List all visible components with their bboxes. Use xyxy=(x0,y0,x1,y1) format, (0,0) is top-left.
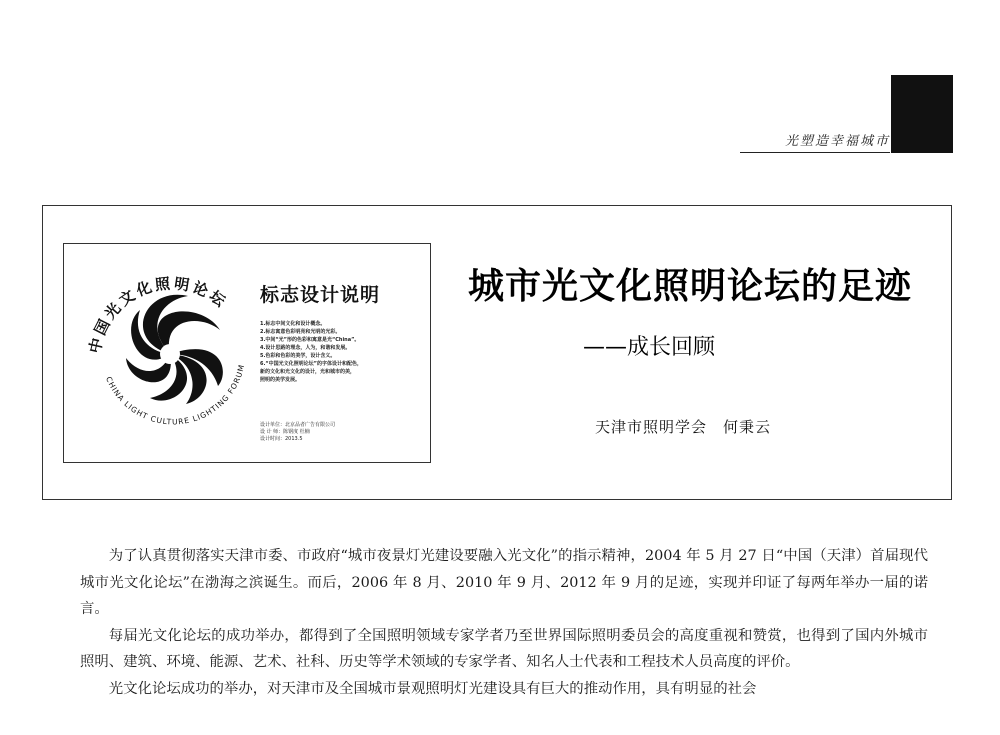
article-author: 天津市照明学会 何秉云 xyxy=(595,418,772,436)
body-paragraph: 光文化论坛成功的举办，对天津市及全国城市景观照明灯光建设具有巨大的推动作用，具有明显的社会 xyxy=(108,680,757,697)
logo-ring-text: 中国光文化照明论坛 xyxy=(85,274,232,355)
logo-credits xyxy=(260,422,420,443)
article-body xyxy=(80,543,928,702)
running-head: 光塑造幸福城市 xyxy=(740,132,890,153)
logo-description-title: 标志设计说明 xyxy=(260,284,381,306)
logo-credit-line: 设 计 师：陈钢度 杜楠 xyxy=(260,429,310,435)
body-paragraph: 每届光文化论坛的成功举办，都得到了全国照明领域专家学者乃至世界国际照明委员会的高度重视和赞赏，也得到了国内外城市照明、建筑、环境、能源、艺术、社科、历史等学术领域的专家学者、知名人士代表和工程技术人员高度的评价。 xyxy=(80,627,928,670)
logo-line: 3.中间“光”形的色彩和寓意是光“China”。 xyxy=(260,337,360,343)
article-subtitle: ——成长回顾 xyxy=(583,335,716,360)
article-header-box xyxy=(42,205,952,500)
logo-line: 照明的美学发展。 xyxy=(260,377,301,383)
logo-line: 1.标志中间文化和设计概念。 xyxy=(260,321,326,327)
logo-line: 2.标志寓意色彩明亮和光明的光彩。 xyxy=(260,329,341,335)
logo-line: 6.“中国光文化照明论坛”的字体设计和配色， xyxy=(260,361,362,367)
logo-line: 5.色彩和色彩的美学，设计含义。 xyxy=(260,353,336,359)
logo-line: 新的文化和光文化的设计，光和城市的美， xyxy=(260,369,356,375)
article-title: 城市光文化照明论坛的足迹 xyxy=(467,266,912,307)
forum-logo-emblem xyxy=(70,248,270,460)
body-paragraph: 为了认真贯彻落实天津市委、市政府“城市夜景灯光建设要融入光文化”的指示精神，2004 年 5 月 27 日“中国（天津）首届现代城市光文化论坛”在渤海之滨诞生。而后，2006 年 8 月、2010 年 9 月、2012 年 9 月的足迹，实现并印证了每两年举办一届的诺言。 xyxy=(80,548,928,617)
logo-credit-line: 设计时间：2013.5 xyxy=(260,436,303,442)
page-corner-block xyxy=(891,75,953,153)
logo-credit-line: 设计单位：北京品者广告有限公司 xyxy=(260,422,336,428)
forum-logo-card xyxy=(63,243,431,463)
logo-line: 4.设计思路的理念，人为，和谐和发展。 xyxy=(260,345,351,351)
logo-ring-text-en: CHINA LIGHT CULTURE LIGHTING FORUM xyxy=(104,363,247,427)
logo-description-lines xyxy=(260,320,420,384)
